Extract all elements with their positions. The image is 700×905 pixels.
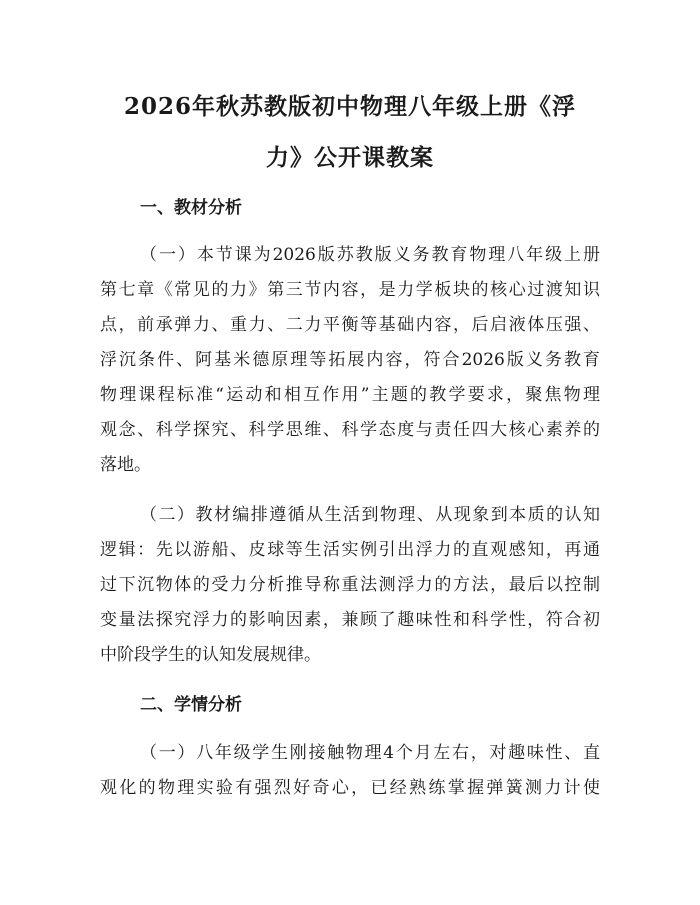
paragraph-line: 观化的物理实验有强烈好奇心，已经熟练掌握弹簧测力计使 (100, 778, 600, 798)
paragraph-line: 观念、科学探究、科学思维、科学态度与责任四大核心素养的 (100, 420, 600, 440)
document-title-line-2: 力》公开课教案 (266, 144, 434, 171)
document-title-line-1: 2026年秋苏教版初中物理八年级上册《浮 (123, 93, 576, 120)
paragraph-line: 点，前承弹力、重力、二力平衡等基础内容，后启液体压强、 (100, 315, 600, 335)
paragraph-line: 过下沉物体的受力分析推导称重法测浮力的方法，最后以控制 (100, 575, 600, 595)
section-heading-student-analysis: 二、学情分析 (140, 695, 242, 715)
paragraph-line: 中阶段学生的认知发展规律。 (100, 645, 321, 665)
paragraph-line: （一）八年级学生刚接触物理4个月左右，对趣味性、直 (140, 743, 600, 763)
paragraph-line: 逻辑：先以游船、皮球等生活实例引出浮力的直观感知，再通 (100, 540, 600, 560)
paragraph-line: 浮沉条件、阿基米德原理等拓展内容，符合2026版义务教育 (100, 350, 600, 370)
section-heading-textbook-analysis: 一、教材分析 (140, 198, 242, 218)
paragraph-line: （二）教材编排遵循从生活到物理、从现象到本质的认知 (140, 505, 600, 525)
paragraph-line: （一）本节课为2026版苏教版义务教育物理八年级上册 (140, 245, 600, 265)
paragraph-line: 变量法探究浮力的影响因素，兼顾了趣味性和科学性，符合初 (100, 610, 600, 630)
paragraph-line: 落地。 (100, 455, 151, 475)
paragraph-line: 物理课程标准“运动和相互作用”主题的教学要求，聚焦物理 (100, 385, 600, 405)
paragraph-line: 第七章《常见的力》第三节内容，是力学板块的核心过渡知识 (100, 280, 600, 300)
